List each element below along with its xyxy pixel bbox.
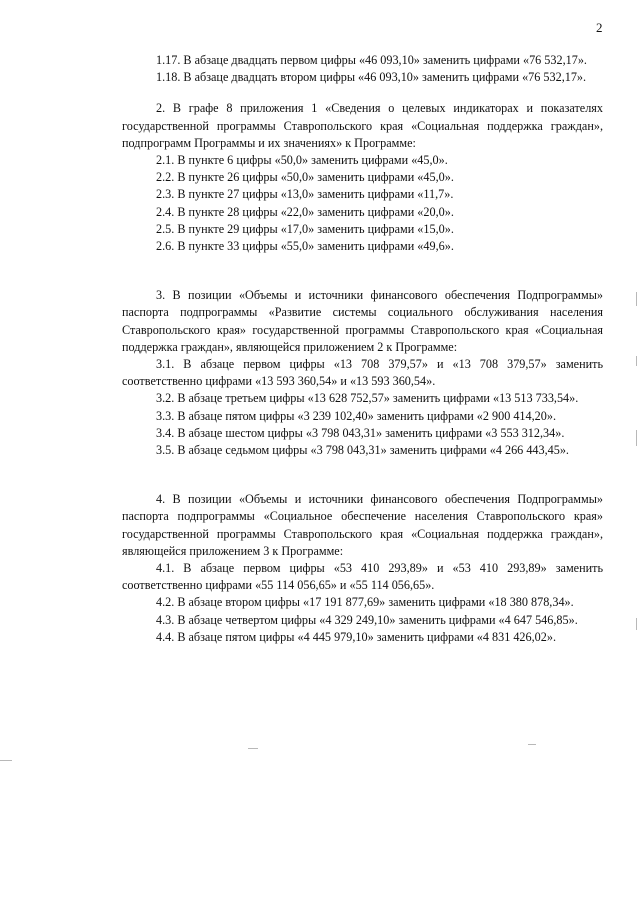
item-4-4: 4.4. В абзаце пятом цифры «4 445 979,10» заменить цифрами «4 831 426,02».: [156, 629, 556, 644]
section-3: [122, 287, 603, 459]
item-4-2: 4.2. В абзаце втором цифры «17 191 877,69» заменить цифрами «18 380 878,34».: [156, 595, 574, 610]
item-1-17: 1.17. В абзаце двадцать первом цифры «46 093,10» заменить цифрами «76 532,17».: [156, 53, 587, 67]
paragraph-2-intro: 2. В графе 8 приложения 1 «Сведения о целевых индикаторах и показателях государственной программы Ставропольского края «Социальная поддержка граждан», подпрограмм Программы и их значениях» к Программе:: [122, 101, 603, 150]
section-4: [122, 491, 603, 646]
item-2-5: 2.5. В пункте 29 цифры «17,0» заменить цифрами «15,0».: [156, 221, 454, 236]
scan-artifact: [528, 744, 536, 745]
paragraph-3-intro: 3. В позиции «Объемы и источники финансового обеспечения Подпрограммы» паспорта подпрограммы «Развитие системы социального обслуживания населения Ставропольского края» государственной программы Ставропольского края «Социальная поддержка граждан», являющейся приложением 2 к Программе:: [122, 288, 603, 354]
scan-artifact: [636, 430, 637, 446]
item-3-2: 3.2. В абзаце третьем цифры «13 628 752,57» заменить цифрами «13 513 733,54».: [156, 391, 579, 406]
section-2: [122, 100, 603, 255]
item-2-2: 2.2. В пункте 26 цифры «50,0» заменить цифрами «45,0».: [156, 170, 454, 185]
page-number: 2: [596, 20, 603, 35]
item-3-3: 3.3. В абзаце пятом цифры «3 239 102,40» заменить цифрами «2 900 414,20».: [156, 408, 556, 423]
item-2-3: 2.3. В пункте 27 цифры «13,0» заменить цифрами «11,7».: [156, 187, 454, 202]
item-4-1: 4.1. В абзаце первом цифры «53 410 293,89» и «53 410 293,89» заменить соответственно цифрами «55 114 056,65» и «55 114 056,65».: [122, 561, 603, 593]
item-1-18: 1.18. В абзаце двадцать втором цифры «46 093,10» заменить цифрами «76 532,17».: [156, 70, 587, 85]
scan-artifact: [636, 292, 637, 306]
scan-artifact: [636, 618, 637, 630]
item-3-5: 3.5. В абзаце седьмом цифры «3 798 043,31» заменить цифрами «4 266 443,45».: [156, 443, 569, 458]
item-2-4: 2.4. В пункте 28 цифры «22,0» заменить цифрами «20,0».: [156, 204, 454, 219]
document-body: [122, 52, 603, 646]
scan-artifact: [0, 760, 12, 761]
paragraph-4-intro: 4. В позиции «Объемы и источники финансового обеспечения Подпрограммы» паспорта подпрограммы «Социальное обеспечение населения Ставропольского края» государственной программы Ставропольского края «Социальная поддержка граждан», являющейся приложением 3 к Программе:: [122, 492, 603, 558]
scan-artifact: [636, 356, 637, 366]
item-3-1: 3.1. В абзаце первом цифры «13 708 379,57» и «13 708 379,57» заменить соответственно цифрами «13 593 360,54» и «13 593 360,54».: [122, 357, 603, 389]
item-4-3: 4.3. В абзаце четвертом цифры «4 329 249,10» заменить цифрами «4 647 546,85».: [156, 612, 578, 627]
item-2-6: 2.6. В пункте 33 цифры «55,0» заменить цифрами «49,6».: [156, 239, 454, 254]
scan-artifact: [248, 748, 258, 749]
section-1: [122, 52, 603, 86]
item-2-1: 2.1. В пункте 6 цифры «50,0» заменить цифрами «45,0».: [156, 153, 448, 168]
item-3-4: 3.4. В абзаце шестом цифры «3 798 043,31» заменить цифрами «3 553 312,34».: [156, 425, 565, 440]
